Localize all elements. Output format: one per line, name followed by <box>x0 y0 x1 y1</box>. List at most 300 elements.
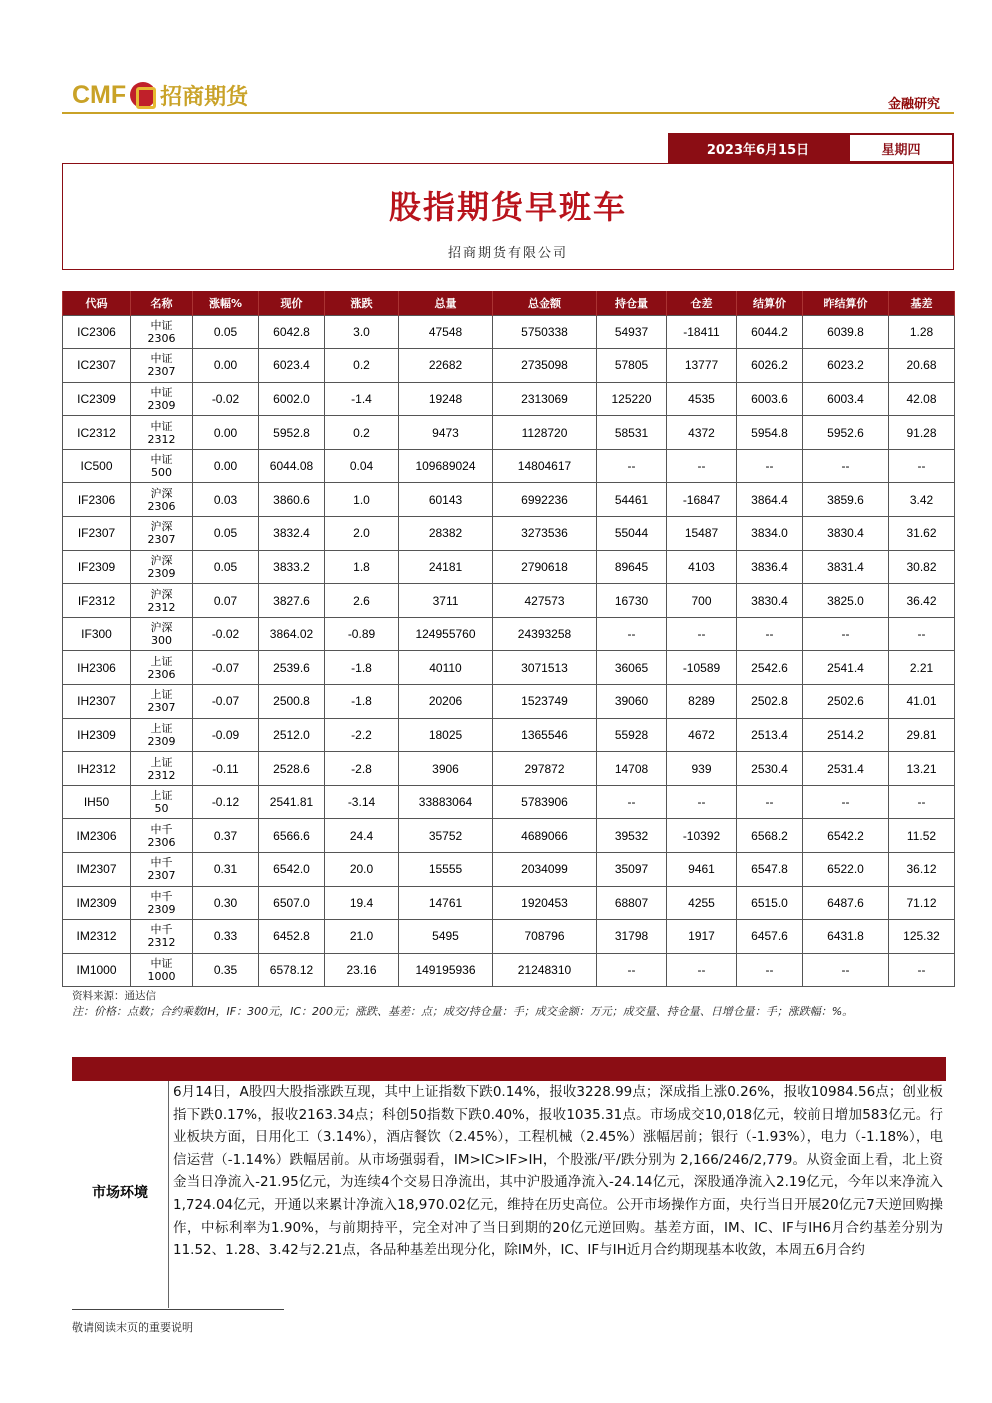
cell-chg: 0.2 <box>325 416 399 450</box>
cell-settle: 2530.4 <box>737 752 803 786</box>
cell-chg: 0.2 <box>325 349 399 383</box>
cell-settle: 6026.2 <box>737 349 803 383</box>
cell-settle: -- <box>737 449 803 483</box>
cell-settle: 2513.4 <box>737 718 803 752</box>
cell-code: IM1000 <box>63 953 131 987</box>
cell-pct: -0.09 <box>193 718 259 752</box>
cell-amt: 2313069 <box>493 382 597 416</box>
cell-chg: 1.0 <box>325 483 399 517</box>
cell-name-month: 300 <box>151 634 172 648</box>
cell-price: 6042.8 <box>259 315 325 349</box>
table-row <box>63 886 955 920</box>
cell-price: 6566.6 <box>259 819 325 853</box>
cell-name-index: 沪深 <box>150 621 173 635</box>
table-row <box>63 752 955 786</box>
footer-disclaimer: 敬请阅读末页的重要说明 <box>72 1321 193 1334</box>
market-section-label: 市场环境 <box>92 1185 148 1201</box>
cell-oichg: 4372 <box>667 416 737 450</box>
cell-oichg: 700 <box>667 584 737 618</box>
cell-price: 3827.6 <box>259 584 325 618</box>
cell-vol: 35752 <box>399 819 493 853</box>
cell-name-index: 沪深 <box>150 553 173 567</box>
cell-oi: 125220 <box>597 382 667 416</box>
logo-cmf-text: CMF <box>72 80 127 109</box>
table-row <box>63 651 955 685</box>
cell-chg: 20.0 <box>325 853 399 887</box>
cell-settle: 6044.2 <box>737 315 803 349</box>
cell-name <box>131 920 193 954</box>
cell-prev: -- <box>803 953 889 987</box>
cell-name-index: 中千 <box>150 856 173 870</box>
cell-vol: 18025 <box>399 718 493 752</box>
market-section-divider <box>168 1081 169 1308</box>
table-row <box>63 349 955 383</box>
cell-prev: 6003.4 <box>803 382 889 416</box>
cell-prev: 3859.6 <box>803 483 889 517</box>
cell-oichg: -18411 <box>667 315 737 349</box>
cell-pct: 0.05 <box>193 517 259 551</box>
cell-code: IC500 <box>63 449 131 483</box>
cell-vol: 33883064 <box>399 785 493 819</box>
cell-code: IC2307 <box>63 349 131 383</box>
column-header: 昨结算价 <box>803 291 889 315</box>
cell-name-month: 1000 <box>147 970 176 984</box>
cell-chg: -3.14 <box>325 785 399 819</box>
table-row <box>63 819 955 853</box>
column-header: 现价 <box>259 291 325 315</box>
cell-settle: -- <box>737 617 803 651</box>
company-logo <box>72 80 248 110</box>
cell-name-month: 2309 <box>147 902 176 916</box>
cell-settle: -- <box>737 785 803 819</box>
cell-amt: 3071513 <box>493 651 597 685</box>
cell-oi: 35097 <box>597 853 667 887</box>
cell-name-index: 中千 <box>150 889 173 903</box>
cell-settle: 6457.6 <box>737 920 803 954</box>
cell-name <box>131 550 193 584</box>
cell-pct: 0.33 <box>193 920 259 954</box>
cell-oi: -- <box>597 449 667 483</box>
cell-pct: 0.37 <box>193 819 259 853</box>
cell-prev: 6023.2 <box>803 349 889 383</box>
cell-pct: -0.02 <box>193 617 259 651</box>
table-row <box>63 617 955 651</box>
cell-name <box>131 752 193 786</box>
cell-pct: 0.05 <box>193 315 259 349</box>
cell-oichg: 4255 <box>667 886 737 920</box>
cell-amt: 2790618 <box>493 550 597 584</box>
cell-oichg: -- <box>667 953 737 987</box>
cell-code: IH2306 <box>63 651 131 685</box>
cell-chg: -1.8 <box>325 685 399 719</box>
cell-amt: 1128720 <box>493 416 597 450</box>
cell-price: 6023.4 <box>259 349 325 383</box>
cell-pct: -0.11 <box>193 752 259 786</box>
cell-oi: 54461 <box>597 483 667 517</box>
cell-basis: 36.12 <box>889 853 955 887</box>
cell-name-index: 沪深 <box>150 486 173 500</box>
page-title: 股指期货早班车 <box>388 188 627 226</box>
cell-oichg: -- <box>667 617 737 651</box>
table-row <box>63 785 955 819</box>
cell-code: IF2312 <box>63 584 131 618</box>
cell-code: IF2309 <box>63 550 131 584</box>
cell-amt: 6992236 <box>493 483 597 517</box>
cell-amt: 14804617 <box>493 449 597 483</box>
table-body <box>63 315 955 987</box>
cell-prev: 5952.6 <box>803 416 889 450</box>
cell-basis: 2.21 <box>889 651 955 685</box>
cell-name-index: 中千 <box>150 822 173 836</box>
cell-basis: 36.42 <box>889 584 955 618</box>
cell-settle: 3836.4 <box>737 550 803 584</box>
report-date: 2023年6月15日 <box>668 133 848 163</box>
cell-vol: 3906 <box>399 752 493 786</box>
cell-oichg: 939 <box>667 752 737 786</box>
cell-oi: 58531 <box>597 416 667 450</box>
cell-chg: 1.8 <box>325 550 399 584</box>
cell-amt: 2034099 <box>493 853 597 887</box>
cell-name <box>131 349 193 383</box>
cell-settle: 3830.4 <box>737 584 803 618</box>
cell-name-month: 2312 <box>147 768 176 782</box>
cell-pct: 0.00 <box>193 349 259 383</box>
cell-vol: 40110 <box>399 651 493 685</box>
table-row <box>63 953 955 987</box>
cell-pct: 0.07 <box>193 584 259 618</box>
cell-price: 6507.0 <box>259 886 325 920</box>
cell-vol: 20206 <box>399 685 493 719</box>
cell-prev: 2541.4 <box>803 651 889 685</box>
cell-prev: 3831.4 <box>803 550 889 584</box>
cell-amt: 24393258 <box>493 617 597 651</box>
cell-name-index: 中证 <box>150 453 173 467</box>
cell-code: IC2312 <box>63 416 131 450</box>
cell-chg: -1.4 <box>325 382 399 416</box>
cell-name <box>131 651 193 685</box>
table-row <box>63 449 955 483</box>
cell-code: IF2306 <box>63 483 131 517</box>
cell-name <box>131 483 193 517</box>
cell-chg: 0.04 <box>325 449 399 483</box>
logo-mark-icon <box>130 82 156 108</box>
cell-vol: 124955760 <box>399 617 493 651</box>
logo-cn-text: 招商期货 <box>160 84 249 110</box>
cell-chg: -0.89 <box>325 617 399 651</box>
table-row <box>63 920 955 954</box>
cell-basis: 1.28 <box>889 315 955 349</box>
cell-name-index: 沪深 <box>150 520 173 534</box>
column-header: 仓差 <box>667 291 737 315</box>
market-commentary: 6月14日，A股四大股指涨跌互现，其中上证指数下跌0.14%，报收3228.99点；深成指上涨0.26%，报收10984.56点；创业板指下跌0.17%，报收2163.34点；科创50指数下跌0.40%，报收1035.31点。市场成交10,018亿元，较前日增加583亿元。行业板块方面，日用化工（3.14%），酒店餐饮（2.45%），工程机械（2.45%）涨幅居前；银行（-1.93%），电力（-1.18%），电信运营（-1.14%）跌幅居前。从市场强弱看，IM>IC>IF>IH，个股涨/平/跌分别为 2,166/246/2,779。从资金面上看，北上资金当日净流入-21.95亿元，为连续4个交易日净流出，其中沪股通净流入-24.14亿元，深股通净流入2.19亿元，今年以来净流入1,724.04亿元，开通以来累计净流入18,970.02亿元，维持在历史高位。公开市场操作方面，央行当日开展20亿元7天逆回购操作，中标利率为1.90%，与前期持平，完全对冲了当日到期的20亿元逆回购。基差方面，IM、IC、IF与IH6月合约基差分别为11.52、1.28、3.42与2.21点，各品种基差出现分化，除IM外，IC、IF与IH近月合约期现基本收敛，本周五6月合约 <box>173 1084 943 1259</box>
cell-vol: 5495 <box>399 920 493 954</box>
cell-pct: 0.31 <box>193 853 259 887</box>
market-section-bar <box>72 1057 946 1081</box>
cell-oi: 55928 <box>597 718 667 752</box>
cell-name <box>131 953 193 987</box>
cell-oichg: -10392 <box>667 819 737 853</box>
cell-name-month: 2312 <box>147 936 176 950</box>
cell-name-month: 2306 <box>147 499 176 513</box>
cell-name-month: 2306 <box>147 835 176 849</box>
cell-settle: 3864.4 <box>737 483 803 517</box>
cell-prev: 6431.8 <box>803 920 889 954</box>
cell-vol: 47548 <box>399 315 493 349</box>
cell-basis: 11.52 <box>889 819 955 853</box>
cell-code: IF2307 <box>63 517 131 551</box>
cell-name-month: 2306 <box>147 331 176 345</box>
cell-oichg: 4672 <box>667 718 737 752</box>
cell-price: 2539.6 <box>259 651 325 685</box>
cell-pct: -0.07 <box>193 685 259 719</box>
cell-oi: -- <box>597 953 667 987</box>
cell-pct: 0.30 <box>193 886 259 920</box>
cell-prev: -- <box>803 617 889 651</box>
table-row <box>63 483 955 517</box>
cell-basis: 20.68 <box>889 349 955 383</box>
cell-prev: 2502.6 <box>803 685 889 719</box>
cell-basis: -- <box>889 953 955 987</box>
cell-vol: 22682 <box>399 349 493 383</box>
footer-divider <box>72 1309 284 1310</box>
cell-name <box>131 584 193 618</box>
cell-chg: 24.4 <box>325 819 399 853</box>
cell-pct: 0.00 <box>193 449 259 483</box>
cell-name <box>131 718 193 752</box>
cell-prev: 6522.0 <box>803 853 889 887</box>
cell-code: IM2312 <box>63 920 131 954</box>
cell-vol: 28382 <box>399 517 493 551</box>
cell-name-index: 沪深 <box>150 587 173 601</box>
cell-name-month: 2312 <box>147 600 176 614</box>
cell-amt: 297872 <box>493 752 597 786</box>
column-header: 代码 <box>63 291 131 315</box>
cell-chg: -2.2 <box>325 718 399 752</box>
table-row <box>63 584 955 618</box>
data-source-note: 资料来源：通达信 <box>72 990 156 1002</box>
report-weekday: 星期四 <box>848 133 954 163</box>
cell-vol: 109689024 <box>399 449 493 483</box>
cell-amt: 2735098 <box>493 349 597 383</box>
cell-amt: 427573 <box>493 584 597 618</box>
cell-code: IC2306 <box>63 315 131 349</box>
cell-pct: -0.07 <box>193 651 259 685</box>
table-row <box>63 685 955 719</box>
cell-chg: 19.4 <box>325 886 399 920</box>
cell-name-index: 上证 <box>150 755 173 769</box>
cell-name-month: 2309 <box>147 734 176 748</box>
cell-basis: 13.21 <box>889 752 955 786</box>
cell-name-month: 2307 <box>147 365 176 379</box>
table-header-row <box>63 291 955 315</box>
cell-code: IH50 <box>63 785 131 819</box>
cell-name-index: 上证 <box>150 721 173 735</box>
cell-pct: -0.02 <box>193 382 259 416</box>
column-header: 涨幅% <box>193 291 259 315</box>
cell-name-month: 2306 <box>147 667 176 681</box>
cell-name-month: 2309 <box>147 566 176 580</box>
cell-code: IH2312 <box>63 752 131 786</box>
cell-basis: 29.81 <box>889 718 955 752</box>
section-label: 金融研究 <box>887 97 940 112</box>
cell-name <box>131 886 193 920</box>
cell-prev: 6039.8 <box>803 315 889 349</box>
cell-oichg: 1917 <box>667 920 737 954</box>
table-row <box>63 550 955 584</box>
table-row <box>63 382 955 416</box>
cell-amt: 708796 <box>493 920 597 954</box>
cell-name-month: 2312 <box>147 432 176 446</box>
cell-pct: 0.35 <box>193 953 259 987</box>
cell-oichg: -- <box>667 449 737 483</box>
cell-oichg: 9461 <box>667 853 737 887</box>
cell-basis: 3.42 <box>889 483 955 517</box>
cell-amt: 1920453 <box>493 886 597 920</box>
cell-name <box>131 785 193 819</box>
cell-name-index: 上证 <box>150 654 173 668</box>
cell-amt: 21248310 <box>493 953 597 987</box>
cell-name-month: 500 <box>151 466 172 480</box>
cell-oi: 36065 <box>597 651 667 685</box>
cell-settle: 3834.0 <box>737 517 803 551</box>
cell-name-month: 2309 <box>147 398 176 412</box>
cell-vol: 15555 <box>399 853 493 887</box>
cell-basis: 31.62 <box>889 517 955 551</box>
cell-name-month: 2307 <box>147 533 176 547</box>
cell-oi: 68807 <box>597 886 667 920</box>
cell-prev: 6487.6 <box>803 886 889 920</box>
cell-price: 6542.0 <box>259 853 325 887</box>
cell-code: IM2309 <box>63 886 131 920</box>
cell-price: 5952.8 <box>259 416 325 450</box>
cell-settle: 5954.8 <box>737 416 803 450</box>
cell-name-month: 50 <box>154 802 169 816</box>
cell-vol: 60143 <box>399 483 493 517</box>
cell-price: 3833.2 <box>259 550 325 584</box>
cell-oi: -- <box>597 785 667 819</box>
cell-vol: 9473 <box>399 416 493 450</box>
cell-price: 2500.8 <box>259 685 325 719</box>
column-header: 总金额 <box>493 291 597 315</box>
cell-name-index: 中证 <box>150 419 173 433</box>
cell-oi: 54937 <box>597 315 667 349</box>
cell-name-index: 上证 <box>150 789 173 803</box>
cell-name-index: 中证 <box>150 352 173 366</box>
cell-oichg: -10589 <box>667 651 737 685</box>
table-row <box>63 315 955 349</box>
cell-price: 3864.02 <box>259 617 325 651</box>
cell-oi: -- <box>597 617 667 651</box>
cell-chg: -2.8 <box>325 752 399 786</box>
table-row <box>63 718 955 752</box>
cell-price: 6002.0 <box>259 382 325 416</box>
cell-pct: 0.00 <box>193 416 259 450</box>
title-box <box>62 163 954 270</box>
header-divider <box>62 112 954 114</box>
cell-code: IC2309 <box>63 382 131 416</box>
cell-settle: 6003.6 <box>737 382 803 416</box>
cell-name <box>131 416 193 450</box>
cell-oi: 55044 <box>597 517 667 551</box>
cell-oi: 89645 <box>597 550 667 584</box>
cell-code: IM2307 <box>63 853 131 887</box>
cell-basis: -- <box>889 449 955 483</box>
cell-chg: 2.6 <box>325 584 399 618</box>
cell-oi: 57805 <box>597 349 667 383</box>
cell-name-index: 中证 <box>150 385 173 399</box>
cell-name-index: 中证 <box>150 318 173 332</box>
cell-name <box>131 853 193 887</box>
cell-oi: 39532 <box>597 819 667 853</box>
column-header: 名称 <box>131 291 193 315</box>
cell-name-index: 上证 <box>150 688 173 702</box>
cell-code: IH2307 <box>63 685 131 719</box>
cell-oichg: 4103 <box>667 550 737 584</box>
cell-name <box>131 382 193 416</box>
cell-name <box>131 617 193 651</box>
cell-basis: 41.01 <box>889 685 955 719</box>
cell-chg: 2.0 <box>325 517 399 551</box>
table-row <box>63 517 955 551</box>
cell-prev: -- <box>803 449 889 483</box>
cell-name-index: 中证 <box>150 957 173 971</box>
cell-chg: -1.8 <box>325 651 399 685</box>
cell-basis: 71.12 <box>889 886 955 920</box>
cell-settle: 6568.2 <box>737 819 803 853</box>
cell-name <box>131 517 193 551</box>
cell-name-month: 2307 <box>147 869 176 883</box>
cell-settle: 2542.6 <box>737 651 803 685</box>
cell-settle: 6547.8 <box>737 853 803 887</box>
cell-oichg: 13777 <box>667 349 737 383</box>
cell-basis: 42.08 <box>889 382 955 416</box>
cell-oi: 16730 <box>597 584 667 618</box>
cell-code: IM2306 <box>63 819 131 853</box>
cell-amt: 3273536 <box>493 517 597 551</box>
cell-prev: -- <box>803 785 889 819</box>
cell-prev: 6542.2 <box>803 819 889 853</box>
cell-pct: 0.03 <box>193 483 259 517</box>
cell-name <box>131 685 193 719</box>
cell-name <box>131 819 193 853</box>
cell-oi: 39060 <box>597 685 667 719</box>
cell-oichg: 4535 <box>667 382 737 416</box>
cell-name-month: 2307 <box>147 701 176 715</box>
cell-basis: -- <box>889 785 955 819</box>
cell-basis: -- <box>889 617 955 651</box>
column-header: 结算价 <box>737 291 803 315</box>
cell-chg: 21.0 <box>325 920 399 954</box>
cell-basis: 30.82 <box>889 550 955 584</box>
cell-pct: 0.05 <box>193 550 259 584</box>
company-name: 招商期货有限公司 <box>447 246 568 261</box>
cell-code: IF300 <box>63 617 131 651</box>
cell-price: 6452.8 <box>259 920 325 954</box>
cell-settle: 2502.8 <box>737 685 803 719</box>
cell-oi: 14708 <box>597 752 667 786</box>
table-row <box>63 853 955 887</box>
cell-basis: 125.32 <box>889 920 955 954</box>
cell-name-index: 中千 <box>150 923 173 937</box>
table-row <box>63 416 955 450</box>
cell-vol: 14761 <box>399 886 493 920</box>
cell-prev: 2531.4 <box>803 752 889 786</box>
cell-amt: 1523749 <box>493 685 597 719</box>
cell-oi: 31798 <box>597 920 667 954</box>
cell-oichg: -- <box>667 785 737 819</box>
column-header: 基差 <box>889 291 955 315</box>
cell-price: 3832.4 <box>259 517 325 551</box>
